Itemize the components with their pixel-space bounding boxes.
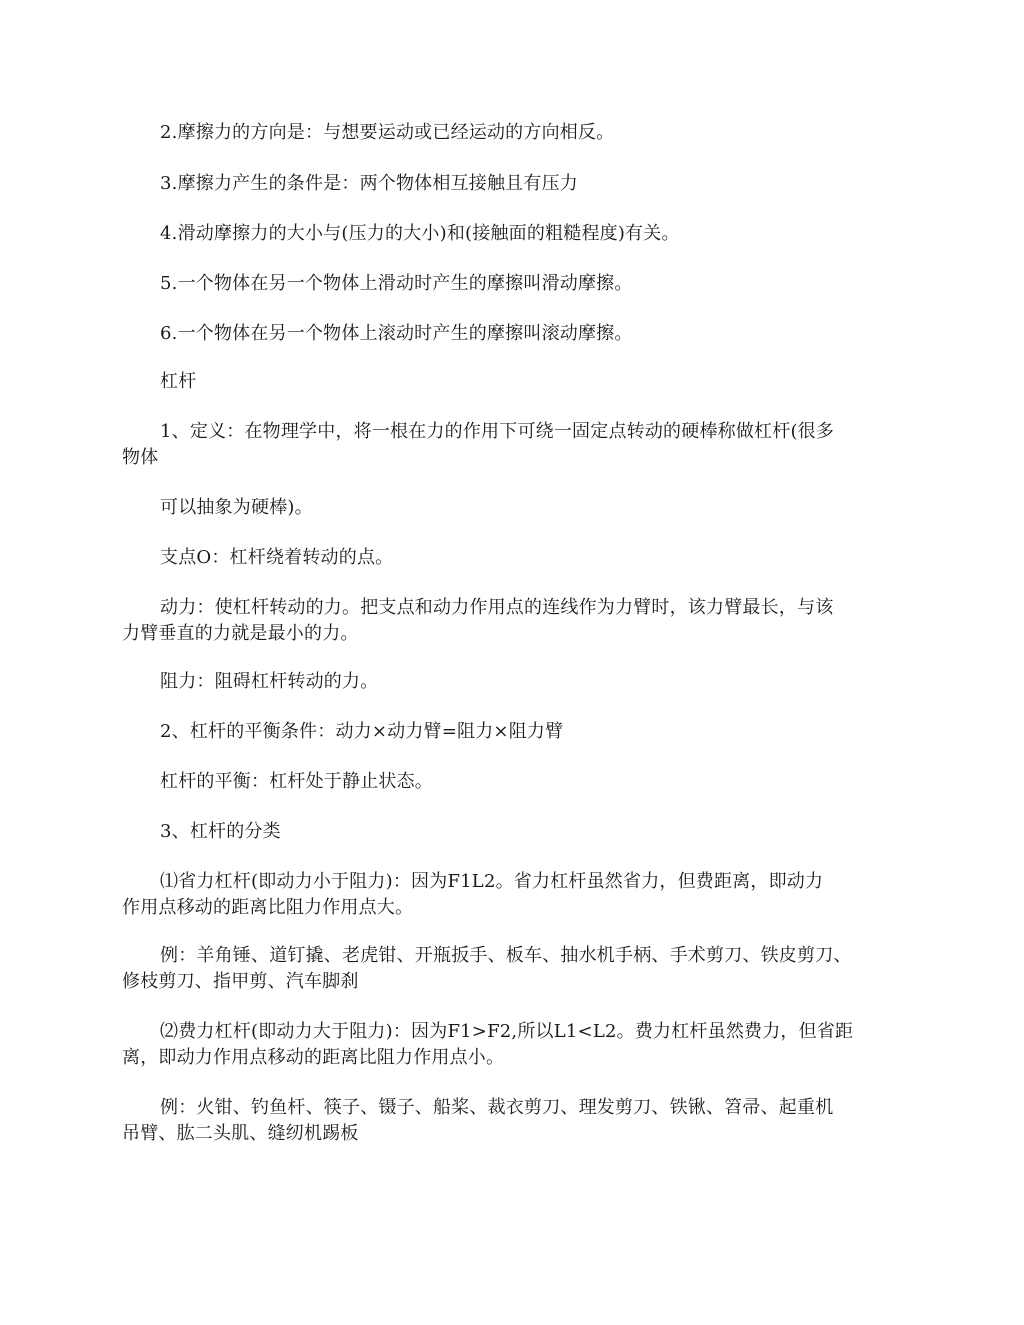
paragraph-resistance: 阻力：阻碍杠杆转动的力。 (160, 671, 379, 692)
paragraph-sliding-friction-magnitude: 4.滑动摩擦力的大小与(压力的大小)和(接触面的粗糙程度)有关。 (160, 223, 680, 244)
paragraph-force-consuming-examples-line2: 吊臂、肱二头肌、缝纫机踢板 (122, 1123, 359, 1144)
paragraph-friction-conditions: 3.摩擦力产生的条件是：两个物体相互接触且有压力 (160, 173, 578, 194)
paragraph-lever-definition-line2: 物体 (122, 447, 159, 468)
paragraph-rolling-friction: 6.一个物体在另一个物体上滚动时产生的摩擦叫滚动摩擦。 (160, 323, 633, 344)
paragraph-force-consuming-lever-line2: 离，即动力作用点移动的距离比阻力作用点小。 (122, 1047, 505, 1068)
paragraph-sliding-friction: 5.一个物体在另一个物体上滑动时产生的摩擦叫滑动摩擦。 (160, 273, 633, 294)
paragraph-friction-direction: 2.摩擦力的方向是：与想要运动或已经运动的方向相反。 (160, 122, 615, 143)
paragraph-effort-line1: 动力：使杠杆转动的力。把支点和动力作用点的连线作为力臂时，该力臂最长，与该 (160, 597, 834, 618)
paragraph-force-saving-examples-line1: 例：羊角锤、道钉撬、老虎钳、开瓶扳手、板车、抽水机手柄、手术剪刀、铁皮剪刀、 (160, 945, 852, 966)
paragraph-fulcrum: 支点O：杠杆绕着转动的点。 (160, 547, 394, 568)
paragraph-force-consuming-lever-line1: ⑵费力杠杆(即动力大于阻力)：因为F1>F2,所以L1<L2。费力杠杆虽然费力，但省距 (160, 1021, 854, 1042)
paragraph-lever-definition-line3: 可以抽象为硬棒)。 (160, 497, 313, 518)
paragraph-force-consuming-examples-line1: 例：火钳、钓鱼杆、筷子、镊子、船桨、裁衣剪刀、理发剪刀、铁锹、笤帚、起重机 (160, 1097, 834, 1118)
section-heading-lever: 杠杆 (160, 371, 197, 392)
section-heading-lever-classification: 3、杠杆的分类 (160, 821, 281, 842)
paragraph-force-saving-lever-line1: ⑴省力杠杆(即动力小于阻力)：因为F1L2。省力杠杆虽然省力，但费距离，即动力 (160, 871, 824, 892)
paragraph-lever-definition-line1: 1、定义：在物理学中，将一根在力的作用下可绕一固定点转动的硬棒称做杠杆(很多 (160, 421, 835, 442)
paragraph-balance-condition: 2、杠杆的平衡条件：动力×动力臂=阻力×阻力臂 (160, 721, 564, 742)
paragraph-effort-line2: 力臂垂直的力就是最小的力。 (122, 623, 359, 644)
paragraph-force-saving-lever-line2: 作用点移动的距离比阻力作用点大。 (122, 897, 414, 918)
paragraph-force-saving-examples-line2: 修枝剪刀、指甲剪、汽车脚刹 (122, 971, 359, 992)
paragraph-lever-balance: 杠杆的平衡：杠杆处于静止状态。 (160, 771, 433, 792)
